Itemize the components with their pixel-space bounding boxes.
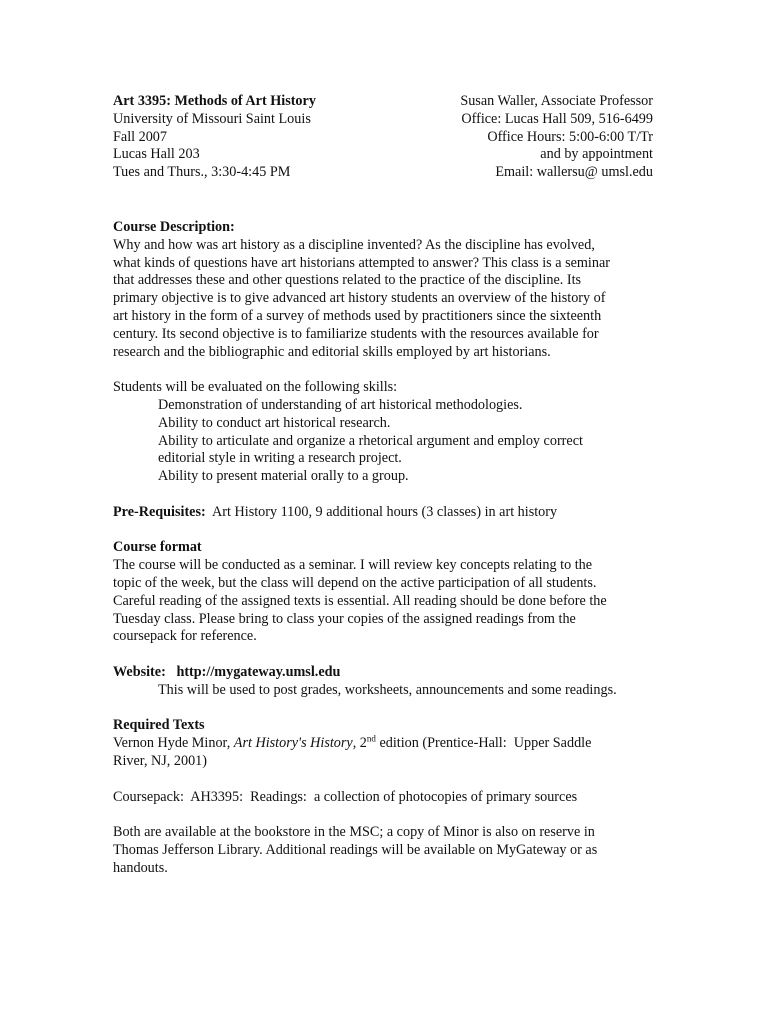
description-line: Why and how was art history as a discipline invented? As the discipline has evolved, (113, 236, 595, 253)
evaluation-intro: Students will be evaluated on the following skills: (113, 379, 398, 396)
instructor-info-block (400, 93, 653, 182)
prerequisites-label: Pre-Requisites: (113, 503, 206, 520)
format-line: Tuesday class. Please bring to class your copies of the assigned readings from the (113, 610, 576, 627)
course-title: Art 3395: Methods of Art History (113, 93, 316, 109)
evaluation-item: Ability to conduct art historical research. (158, 414, 391, 431)
edition-superscript: nd (366, 733, 376, 744)
evaluation-item: Demonstration of understanding of art historical methodologies. (158, 396, 523, 413)
format-line: The course will be conducted as a seminar. I will review key concepts relating to the (113, 557, 593, 574)
textbook-publisher: edition (Prentice-Hall: Upper Saddle (375, 735, 592, 752)
textbook-edition-number: , 2 (352, 735, 367, 752)
evaluation-item: Ability to articulate and organize a rhetorical argument and employ correct (158, 432, 583, 449)
website-text: This will be used to post grades, worksheets, announcements and some readings. (158, 681, 617, 698)
description-line: that addresses these and other questions related to the practice of the discipline. Its (113, 272, 582, 289)
evaluation-item: editorial style in writing a research project. (158, 450, 402, 467)
office-hours-note: and by appointment (540, 146, 653, 163)
room: Lucas Hall 203 (113, 146, 200, 163)
syllabus-body (113, 219, 653, 877)
availability-line: Thomas Jefferson Library. Additional readings will be available on MyGateway or as (113, 841, 598, 858)
textbook-author: Vernon Hyde Minor, (113, 735, 234, 752)
instructor-email: Email: wallersu@ umsl.edu (495, 164, 653, 181)
availability-line: Both are available at the bookstore in the MSC; a copy of Minor is also on reserve in (113, 824, 595, 841)
office-hours: Office Hours: 5:00-6:00 T/Tr (487, 128, 653, 145)
description-line: research and the bibliographic and editorial skills employed by art historians. (113, 343, 551, 360)
availability-line: handouts. (113, 859, 168, 876)
course-format-section (113, 539, 653, 646)
coursepack-line: Coursepack: AH3395: Readings: a collection of photocopies of primary sources (113, 788, 578, 805)
format-line: topic of the week, but the class will depend on the active participation of all students. (113, 574, 597, 591)
meeting-time: Tues and Thurs., 3:30-4:45 PM (113, 164, 291, 181)
website-label: Website: http://mygateway.umsl.edu (113, 663, 341, 680)
required-text-entry (113, 735, 653, 753)
course-format-heading: Course format (113, 539, 202, 556)
instructor-office: Office: Lucas Hall 509, 516-6499 (461, 110, 653, 127)
format-line: coursepack for reference. (113, 628, 257, 645)
prerequisites-text: Art History 1100, 9 additional hours (3 classes) in art history (205, 503, 558, 520)
university-name: University of Missouri Saint Louis (113, 110, 311, 127)
course-info-block (113, 93, 443, 182)
description-line: art history in the form of a survey of methods used by practitioners since the sixteenth (113, 307, 602, 324)
required-texts-heading: Required Texts (113, 717, 205, 734)
description-line: century. Its second objective is to familiarize students with the resources available for (113, 325, 599, 342)
required-texts-section (113, 717, 653, 877)
term: Fall 2007 (113, 128, 167, 145)
course-description-heading: Course Description: (113, 219, 235, 235)
website-section (113, 664, 653, 700)
course-description-section (113, 219, 653, 361)
description-line: primary objective is to give advanced art history students an overview of the history of (113, 290, 606, 307)
instructor-name: Susan Waller, Associate Professor (460, 93, 653, 109)
required-text-entry-cont: River, NJ, 2001) (113, 752, 208, 769)
prerequisites-section (113, 504, 653, 522)
evaluation-section (113, 379, 653, 486)
format-line: Careful reading of the assigned texts is essential. All reading should be done before the (113, 592, 607, 609)
textbook-title: Art History's History (233, 735, 353, 752)
description-line: what kinds of questions have art historians attempted to answer? This class is a seminar (113, 254, 610, 271)
evaluation-item: Ability to present material orally to a group. (158, 468, 409, 485)
